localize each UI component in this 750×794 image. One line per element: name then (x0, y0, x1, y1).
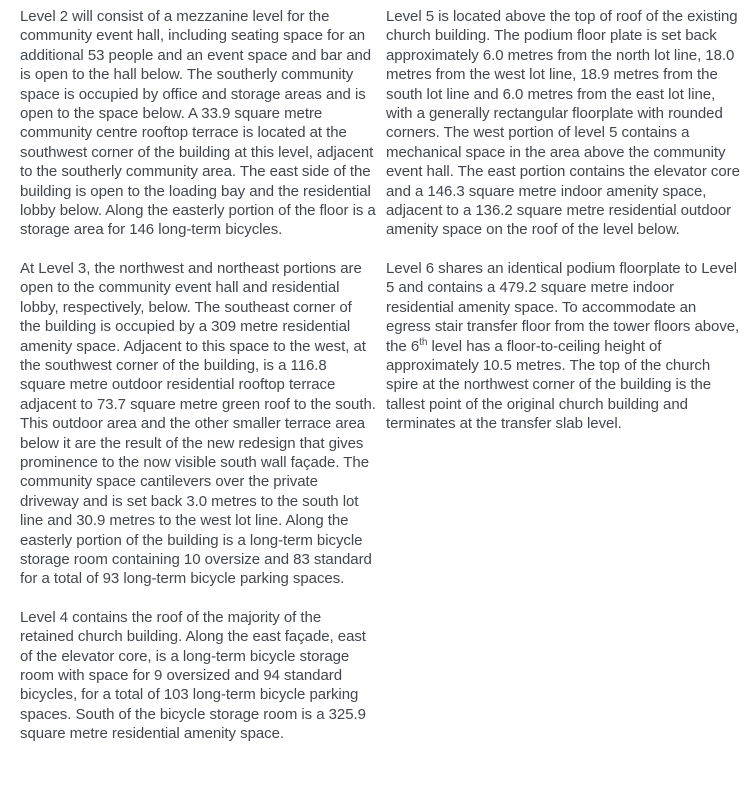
paragraph (20, 259, 376, 589)
text-column-right (386, 7, 742, 763)
paragraph (386, 7, 742, 240)
paragraph-text: Level 6 shares an identical podium floorplate to Level 5 and contains a 479.2 square metre indoor residential amenity space. To accommodate an egress stair transfer floor from the tower floors above, the 6 (386, 259, 740, 355)
paragraph-text: Level 5 is located above the top of roof of the existing church building. The podium floor plate is set back approximately 6.0 metres from the north lot line, 18.0 metres from the west lot line, 18.9 metres from the south lot line and 6.0 metres from the east lot line, with a generally rectangular floorplate with rounded corners. The west portion of level 5 contains a mechanical space in the area above the community event hall. The east portion contains the elevator core and a 146.3 square metre indoor amenity space, adjacent to a 136.2 square metre residential outdoor amenity space on the roof of the level below. (386, 8, 740, 239)
paragraph-text: At Level 3, the northwest and northeast portions are open to the community event hall and residential lobby, respectively, below. The southeast corner of the building is occupied by a 309 metre residential amenity space. Adjacent to this space to the west, at the southwest corner of the building, is a 116.8 square metre outdoor residential rooftop terrace adjacent to 73.7 square metre green roof to the south. This outdoor area and the other smaller terrace area below it are the result of the new redesign that gives prominence to the now visible south wall façade. The community space cantilevers over the private driveway and is set back 3.0 metres to the south lot line and 30.9 metres to the west lot line. Along the easterly portion of the building is a long-term bicycle storage room containing 10 oversize and 83 standard for a total of 93 long-term bicycle parking spaces. (20, 259, 376, 588)
paragraph (386, 259, 742, 434)
paragraph-text: Level 4 contains the roof of the majority of the retained church building. Along the east façade, east of the elevator core, is a long-term bicycle storage room with space for 9 oversized and 94 standard bicycles, for a total of 103 long-term bicycle parking spaces. South of the bicycle storage room is a 325.9 square metre residential amenity space. (20, 608, 366, 743)
paragraph (20, 608, 376, 744)
paragraph-text: level has a floor-to-ceiling height of approximately 10.5 metres. The top of the church spire at the northwest corner of the building is the tallest point of the original church building and terminates at the transfer slab level. (386, 337, 712, 433)
superscript-ordinal: th (419, 336, 428, 348)
paragraph-text: Level 2 will consist of a mezzanine level for the community event hall, including seating space for an additional 53 people and an event space and bar and is open to the hall below. The southerly community space is occupied by office and storage areas and is open to the space below. A 33.9 square metre community centre rooftop terrace is located at the southwest corner of the building at this level, adjacent to the southerly community area. The east side of the building is open to the loading bay and the residential lobby below. Along the easterly portion of the floor is a storage area for 146 long-term bicycles. (20, 8, 376, 239)
text-column-left (20, 7, 376, 763)
paragraph (20, 7, 376, 240)
